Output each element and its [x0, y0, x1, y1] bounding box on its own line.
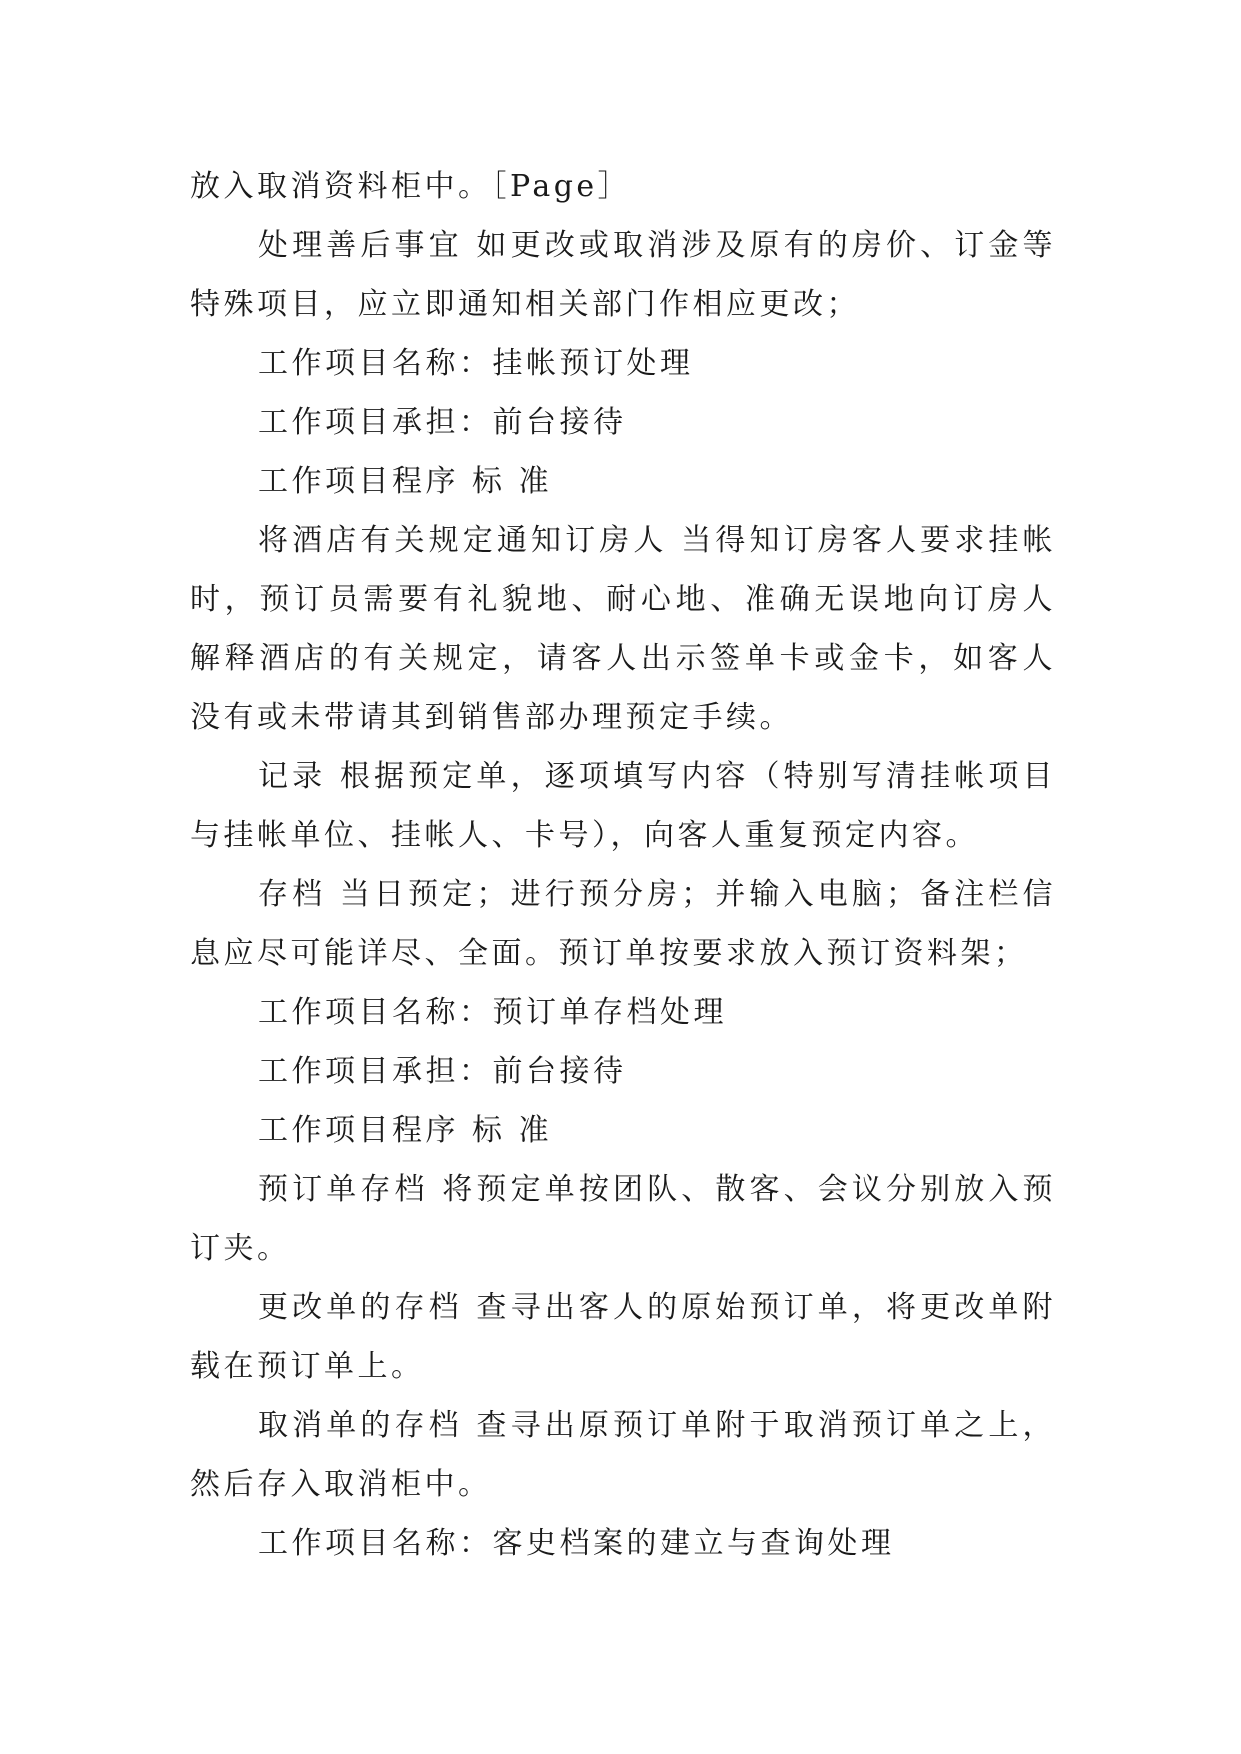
- paragraph-cancel-archive: 取消单的存档 查寻出原预订单附于取消预订单之上，然后存入取消柜中。: [190, 1408, 1056, 1502]
- document-body: [190, 157, 1056, 1573]
- paragraph-item-procedure-charge: 工作项目程序 标 准: [258, 464, 553, 499]
- paragraph-aftercare: 处理善后事宜 如更改或取消涉及原有的房价、订金等特殊项目，应立即通知相关部门作相应更改；: [190, 228, 1056, 322]
- paragraph-notify-booker: 将酒店有关规定通知订房人 当得知订房客人要求挂帐时，预订员需要有礼貌地、耐心地、准确无误地向订房人解释酒店的有关规定，请客人出示签单卡或金卡，如客人没有或未带请其到销售部办理预定手续。: [190, 523, 1056, 735]
- paragraph-item-name-archive: 工作项目名称：预订单存档处理: [258, 995, 727, 1030]
- paragraph-item-name-charge: 工作项目名称：挂帐预订处理: [258, 346, 694, 381]
- paragraph-filing: 存档 当日预定；进行预分房；并输入电脑；备注栏信息应尽可能详尽、全面。预订单按要求放入预订资料架；: [190, 877, 1056, 971]
- paragraph-continuation: 放入取消资料柜中。［Page］: [190, 169, 632, 204]
- paragraph-item-name-guest-history: 工作项目名称：客史档案的建立与查询处理: [258, 1526, 895, 1561]
- paragraph-change-archive: 更改单的存档 查寻出客人的原始预订单，将更改单附载在预订单上。: [190, 1290, 1056, 1384]
- paragraph-item-owner-archive: 工作项目承担：前台接待: [258, 1054, 627, 1089]
- paragraph-item-procedure-archive: 工作项目程序 标 准: [258, 1113, 553, 1148]
- paragraph-record: 记录 根据预定单，逐项填写内容（特别写清挂帐项目与挂帐单位、挂帐人、卡号），向客人重复预定内容。: [190, 759, 1056, 853]
- paragraph-item-owner-charge: 工作项目承担：前台接待: [258, 405, 627, 440]
- paragraph-booking-archive: 预订单存档 将预定单按团队、散客、会议分别放入预订夹。: [190, 1172, 1056, 1266]
